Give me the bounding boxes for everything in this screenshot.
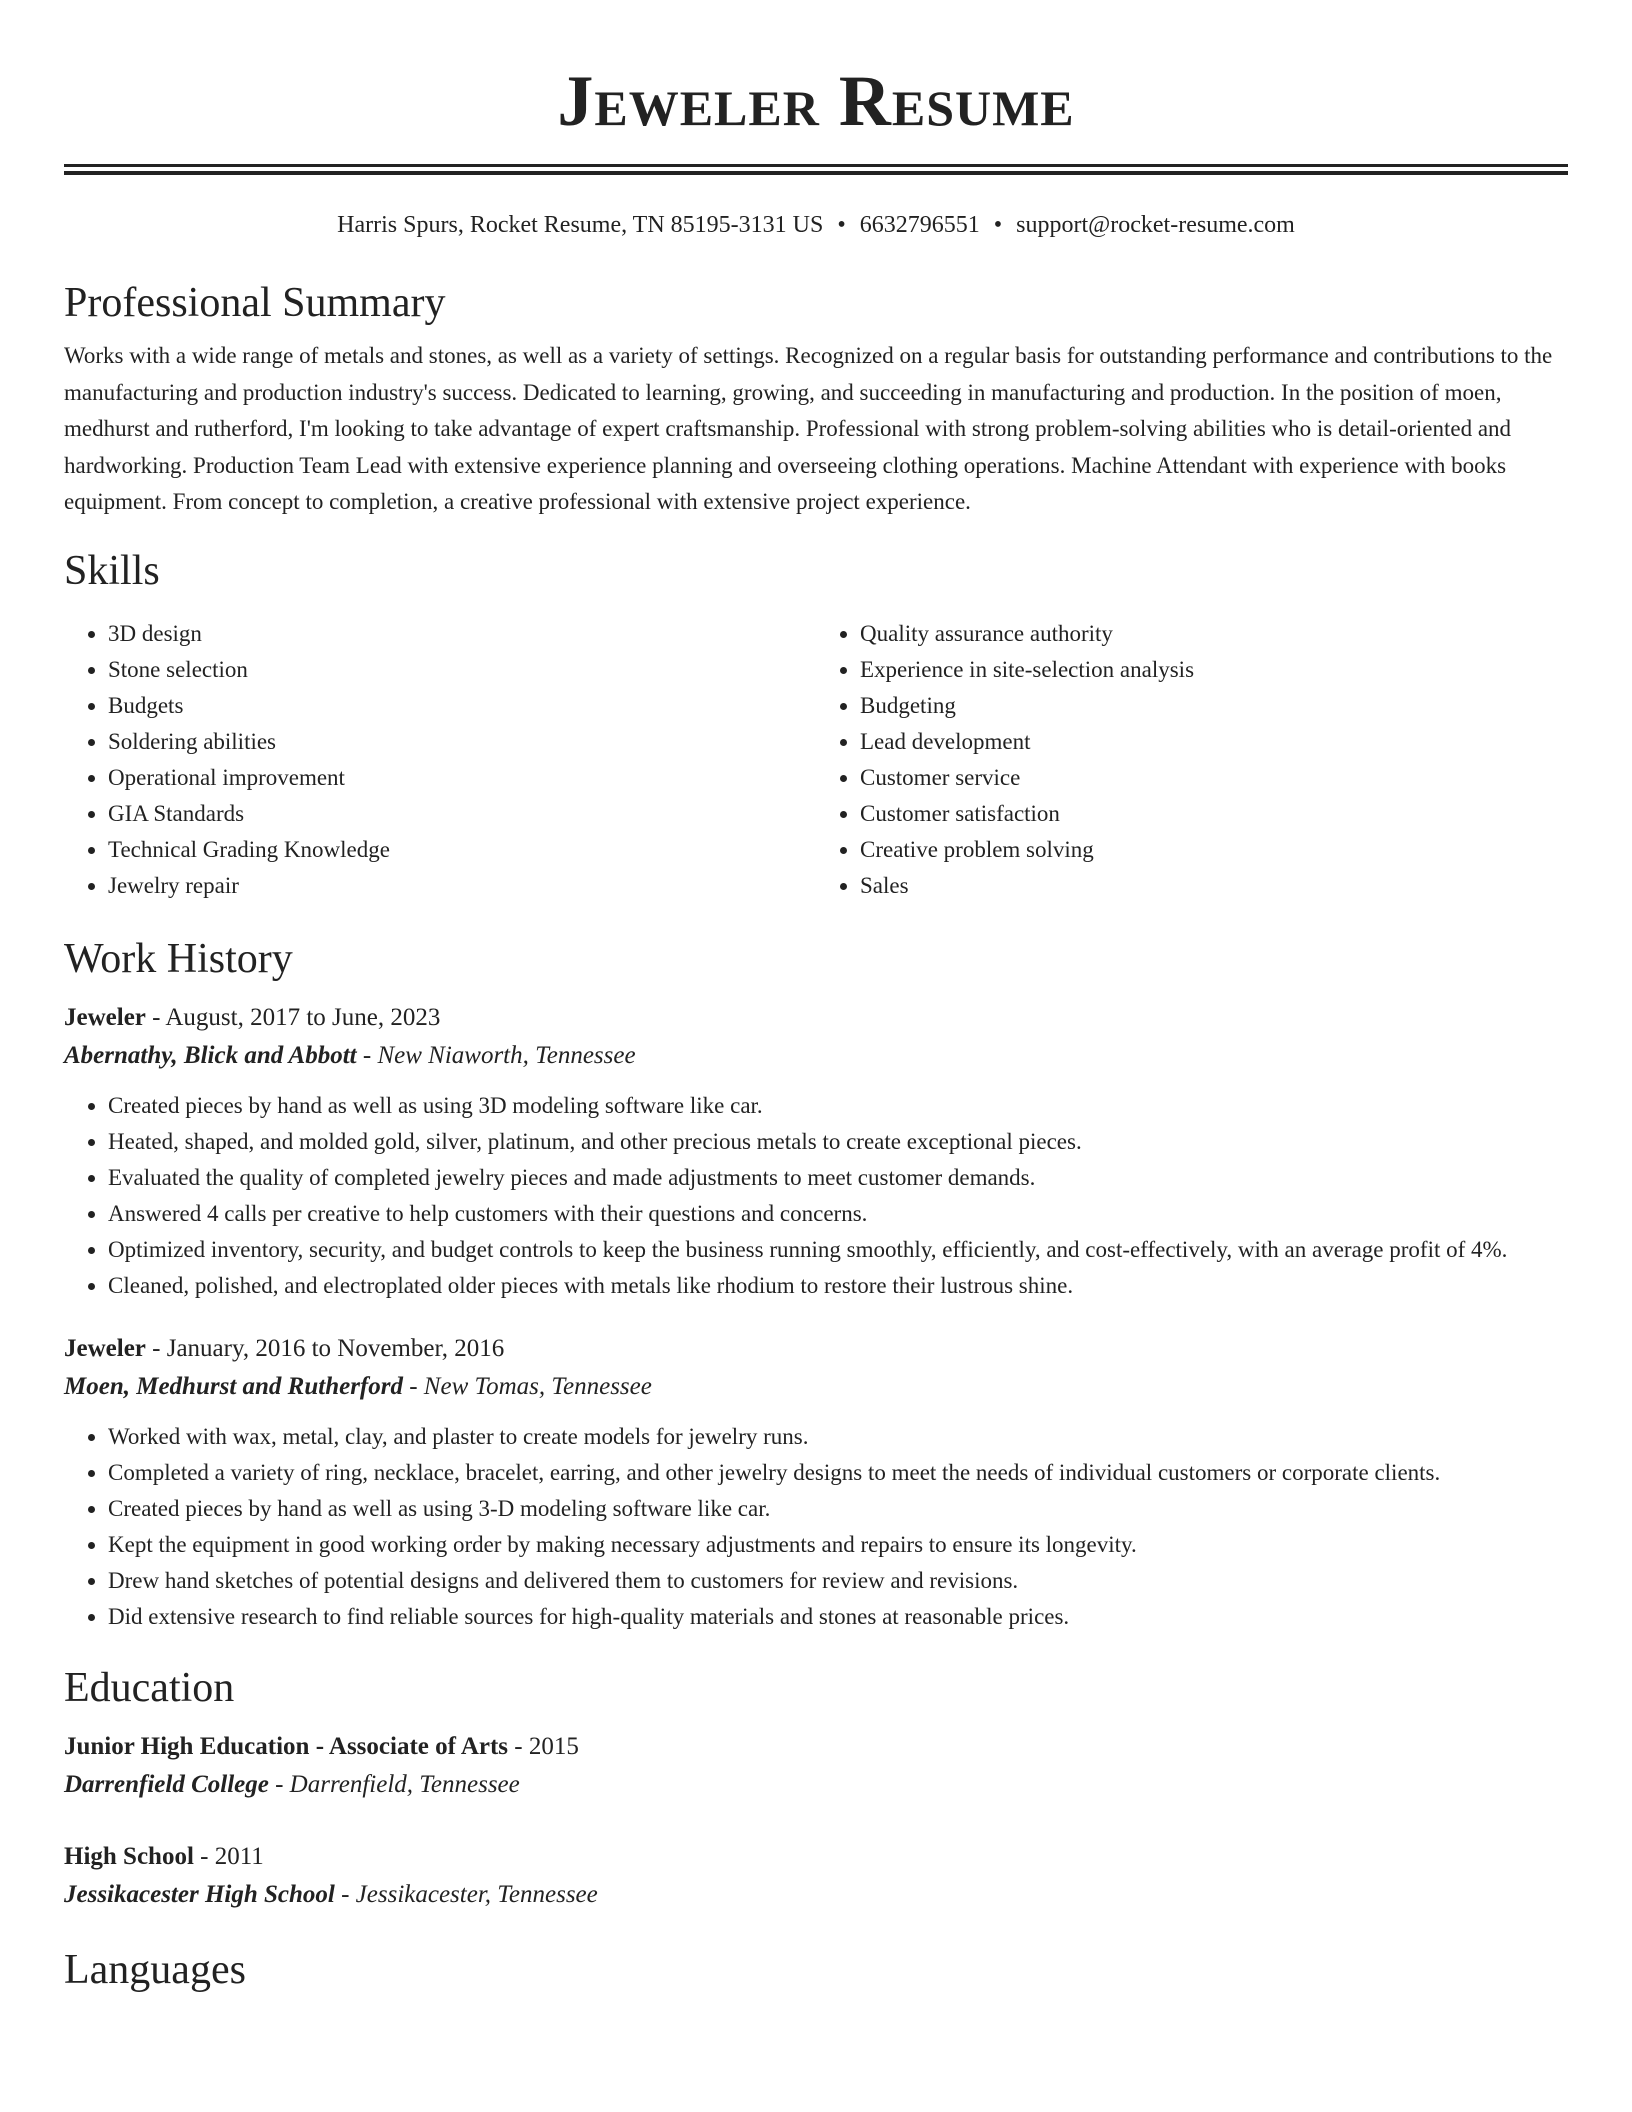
skills-columns — [64, 616, 1568, 904]
job-title: Jeweler — [64, 1334, 146, 1362]
job-location: - New Tomas, Tennessee — [402, 1372, 652, 1400]
job-bullet: • Did extensive research to find reliable sources for high-quality materials and stones at reasonable prices. — [108, 1599, 1568, 1635]
skill-item: • Technical Grading Knowledge — [108, 832, 816, 868]
skill-item: • Budgeting — [860, 688, 1568, 724]
job-header — [64, 1000, 1568, 1036]
job-bullet: • Evaluated the quality of completed jewelry pieces and made adjustments to meet customer demands. — [108, 1160, 1568, 1196]
resume-content — [64, 0, 1568, 1995]
skill-item: • Quality assurance authority — [860, 616, 1568, 652]
contact-separator: • — [993, 212, 1003, 238]
education-entry — [64, 1839, 1568, 1915]
contact-phone: 6632796551 — [859, 212, 980, 238]
skill-item: • Lead development — [860, 724, 1568, 760]
job-bullet: • Worked with wax, metal, clay, and plaster to create models for jewelry runs. — [108, 1419, 1568, 1455]
job-bullet: • Heated, shaped, and molded gold, silver, platinum, and other precious metals to create exceptional pieces. — [108, 1124, 1568, 1160]
skill-item: • Experience in site-selection analysis — [860, 652, 1568, 688]
skill-item: • Stone selection — [108, 652, 816, 688]
job-company: Moen, Medhurst and Rutherford — [64, 1372, 403, 1400]
contact-line — [64, 210, 1568, 240]
job-bullet: • Created pieces by hand as well as using 3-D modeling software like car. — [108, 1491, 1568, 1527]
job-bullets — [64, 1088, 1568, 1304]
skill-item: • Customer service — [860, 760, 1568, 796]
job-bullet: • Optimized inventory, security, and budget controls to keep the business running smoothly, efficiently, and cost-effectively, with an average profit of 4%. — [108, 1232, 1568, 1268]
resume-title: Jeweler Resume — [557, 61, 1075, 141]
skill-item: • GIA Standards — [108, 796, 816, 832]
skills-list-left — [64, 616, 816, 904]
education-header — [64, 1729, 1568, 1765]
education-heading: Education — [64, 1664, 235, 1711]
education-school: Jessikacester High School — [64, 1880, 335, 1908]
job-header — [64, 1331, 1568, 1367]
skill-item: • Creative problem solving — [860, 832, 1568, 868]
job-title: Jeweler — [64, 1003, 146, 1031]
skill-item: • Operational improvement — [108, 760, 816, 796]
education-degree: Junior High Education - Associate of Arts — [64, 1732, 509, 1760]
job-entry — [64, 1000, 1568, 1304]
job-employer — [64, 1036, 1568, 1076]
skills-list-right — [816, 616, 1568, 904]
job-bullet: • Created pieces by hand as well as using 3D modeling software like car. — [108, 1088, 1568, 1124]
job-employer — [64, 1367, 1568, 1407]
job-bullet: • Answered 4 calls per creative to help customers with their questions and concerns. — [108, 1196, 1568, 1232]
education-header — [64, 1839, 1568, 1875]
job-bullets — [64, 1419, 1568, 1635]
job-bullet: • Kept the equipment in good working order by making necessary adjustments and repairs to ensure its longevity. — [108, 1527, 1568, 1563]
skill-item: • Soldering abilities — [108, 724, 816, 760]
education-entry — [64, 1729, 1568, 1805]
skills-heading: Skills — [64, 547, 160, 594]
summary-text: Works with a wide range of metals and stones, as well as a variety of settings. Recognized on a regular basis for outstanding performance and contributions to the manufacturing and production industry's success. Dedicated to learning, growing, and succeeding in manufacturing and production. In the position of moen, medhurst and rutherford, I'm looking to take advantage of expert craftsmanship. Professional with strong problem-solving abilities who is detail-oriented and hardworking. Production Team Lead with extensive experience planning and overseeing clothing operations. Machine Attendant with experience with books equipment. From concept to completion, a creative professional with extensive project experience. — [64, 343, 1553, 514]
contact-email[interactable]: support@rocket-resume.com — [1016, 212, 1295, 238]
skill-item: • Jewelry repair — [108, 868, 816, 904]
education-year: - 2011 — [193, 1842, 264, 1870]
summary-heading: Professional Summary — [64, 280, 446, 326]
job-bullet: • Cleaned, polished, and electroplated older pieces with metals like rhodium to restore their lustrous shine. — [108, 1268, 1568, 1304]
job-dates: - January, 2016 to November, 2016 — [145, 1334, 505, 1362]
contact-address: Harris Spurs, Rocket Resume, TN 85195-3131 US — [337, 212, 824, 238]
title-divider — [64, 164, 1568, 175]
skill-item: • Sales — [860, 868, 1568, 904]
skill-item: • Budgets — [108, 688, 816, 724]
education-school-line — [64, 1765, 1568, 1805]
job-bullet: • Drew hand sketches of potential designs and delivered them to customers for review and revisions. — [108, 1563, 1568, 1599]
education-year: - 2015 — [508, 1732, 579, 1760]
job-bullet: • Completed a variety of ring, necklace, bracelet, earring, and other jewelry designs to meet the needs of individual customers or corporate clients. — [108, 1455, 1568, 1491]
education-location: - Darrenfield, Tennessee — [268, 1770, 520, 1798]
skill-item: • 3D design — [108, 616, 816, 652]
job-location: - New Niaworth, Tennessee — [356, 1041, 636, 1069]
education-school: Darrenfield College — [64, 1770, 269, 1798]
job-company: Abernathy, Blick and Abbott — [64, 1041, 357, 1069]
skill-item: • Customer satisfaction — [860, 796, 1568, 832]
job-entry — [64, 1331, 1568, 1635]
education-location: - Jessikacester, Tennessee — [334, 1880, 598, 1908]
education-degree: High School — [64, 1842, 194, 1870]
work-history-heading: Work History — [64, 935, 293, 982]
education-school-line — [64, 1875, 1568, 1915]
languages-heading: Languages — [64, 1946, 246, 1993]
job-dates: - August, 2017 to June, 2023 — [145, 1003, 441, 1031]
contact-separator: • — [837, 212, 846, 238]
